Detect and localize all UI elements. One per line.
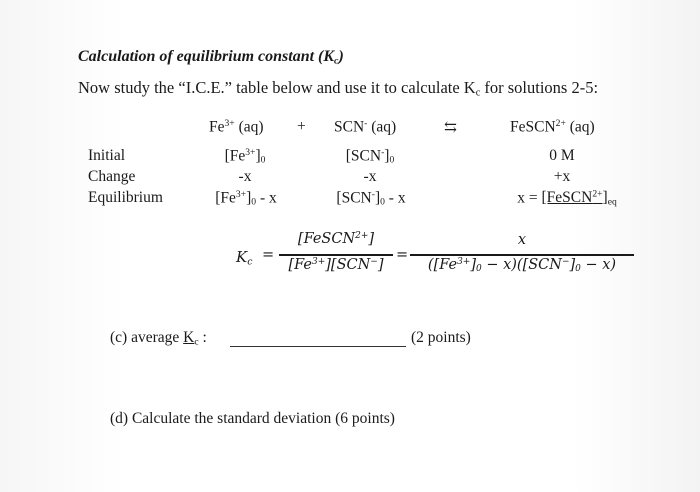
kc-symbol: $K_c$ (236, 248, 253, 268)
equals-sign-1: = (262, 247, 275, 263)
reactant-scn: SCN- (aq) (334, 118, 397, 136)
instructions: Now study the “I.C.E.” table below and use it to calculate $K_c$ for solutions 2-5: (78, 78, 599, 99)
cell-fe-initial: $[Fe^{3+}]_0$ (224, 147, 266, 166)
row-label-change: Change (88, 168, 136, 185)
section-title: Calculation of equilibrium constant $(K_c)$ (78, 48, 344, 67)
fraction2-bar (410, 254, 634, 256)
row-label-equilibrium: Equilibrium (88, 189, 163, 206)
cell-product-initial: 0 M (549, 147, 575, 164)
cell-scn-equilibrium: $[SCN^-]_0$ - x (336, 189, 406, 208)
cell-scn-change: -x (363, 168, 377, 185)
plus-sign: + (297, 118, 306, 135)
equilibrium-arrow: ⇆ (444, 119, 457, 136)
equals-sign-2: = (396, 247, 409, 263)
fraction2-numerator: x (517, 232, 527, 248)
answer-blank-c[interactable] (230, 346, 406, 347)
reactant-fe: $Fe^{3+}$ (aq) (209, 118, 264, 136)
question-c-points: (2 points) (411, 329, 471, 346)
cell-product-change: +x (553, 168, 571, 185)
fraction1-numerator: [FeSCN$^{2+}$] (297, 231, 375, 247)
kc-label: $K_c$ (183, 329, 199, 348)
question-c-label: (c) average $K_c$ : (110, 329, 207, 348)
fraction1-bar (279, 254, 393, 256)
product-feSCN: FeSCN$^{2+}$ (aq) (510, 118, 595, 136)
cell-fe-change: -x (238, 168, 252, 185)
fraction2-denominator: $([Fe^{3+}]_0 - x)([SCN^-]_0 - x)$ (427, 257, 617, 275)
fraction1-denominator: $[Fe^{3+}][SCN^-]$ (288, 257, 384, 273)
question-d-text: (d) Calculate the standard deviation (6 points) (110, 410, 395, 427)
product-eq-expression: $[FeSCN^{2+}]_{eq}$ (541, 189, 617, 208)
row-label-initial: Initial (88, 147, 126, 164)
cell-fe-equilibrium: $[Fe^{3+}]_0$ - x (215, 189, 277, 208)
cell-scn-initial: $[SCN^-]_0$ (345, 147, 395, 166)
cell-product-equilibrium: $x = [FeSCN^{2+}]_{eq}$ (517, 189, 617, 208)
